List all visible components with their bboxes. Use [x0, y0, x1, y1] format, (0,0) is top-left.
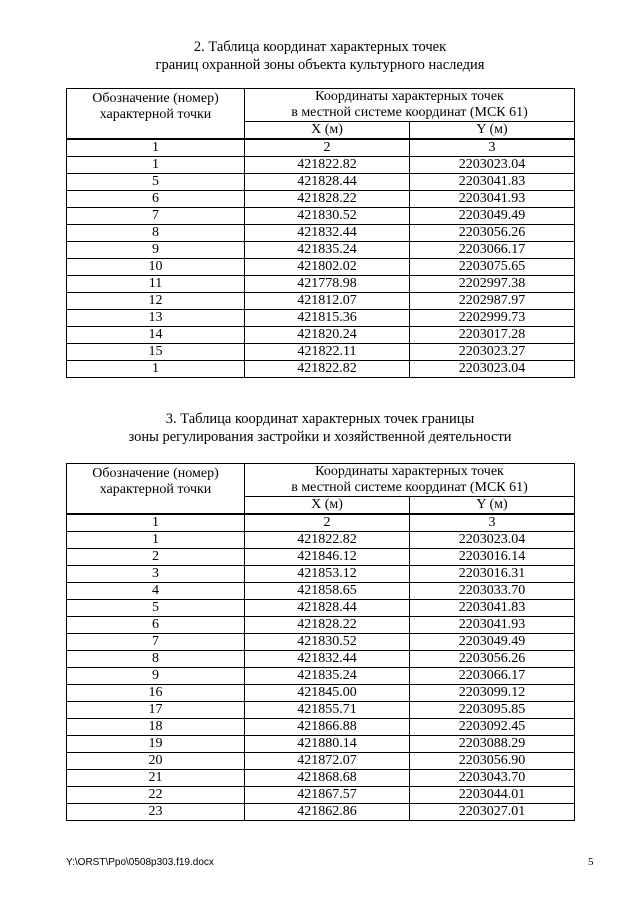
y-coordinate-cell: 2203016.14 [410, 549, 575, 566]
column-number: 2 [245, 514, 410, 532]
point-number-cell: 17 [67, 702, 245, 719]
x-coordinate-cell: 421862.86 [245, 804, 410, 821]
table-row [67, 804, 575, 821]
table-2-title-line-1: 2. Таблица координат характерных точек [193, 39, 447, 55]
header-coordinates-line-1: Координаты характерных точек [315, 464, 504, 479]
x-coordinate-cell: 421812.07 [245, 293, 410, 310]
table-2-title-line-2: границ охранной зоны объекта культурного наследия [155, 57, 485, 73]
x-coordinate-cell: 421845.00 [245, 685, 410, 702]
column-number-row [67, 139, 575, 157]
x-coordinate-cell: 421815.36 [245, 310, 410, 327]
y-coordinate-cell: 2203095.85 [410, 702, 575, 719]
point-number-cell: 8 [67, 651, 245, 668]
header-x: X (м) [245, 497, 410, 515]
x-coordinate-cell: 421822.11 [245, 344, 410, 361]
header-coordinates-line-2: в местной системе координат (МСК 61) [291, 480, 528, 495]
y-coordinate-cell: 2203023.04 [410, 532, 575, 549]
table-row [67, 174, 575, 191]
y-coordinate-cell: 2203088.29 [410, 736, 575, 753]
point-number-cell: 5 [67, 600, 245, 617]
x-coordinate-cell: 421835.24 [245, 668, 410, 685]
y-coordinate-cell: 2202999.73 [410, 310, 575, 327]
point-number-cell: 2 [67, 549, 245, 566]
x-coordinate-cell: 421846.12 [245, 549, 410, 566]
x-coordinate-cell: 421830.52 [245, 634, 410, 651]
point-number-cell: 3 [67, 566, 245, 583]
x-coordinate-cell: 421858.65 [245, 583, 410, 600]
x-coordinate-cell: 421872.07 [245, 753, 410, 770]
table-row [67, 719, 575, 736]
y-coordinate-cell: 2203066.17 [410, 242, 575, 259]
y-coordinate-cell: 2203056.26 [410, 651, 575, 668]
x-coordinate-cell: 421880.14 [245, 736, 410, 753]
table-row [67, 549, 575, 566]
y-coordinate-cell: 2203043.70 [410, 770, 575, 787]
table-header-row [67, 464, 575, 497]
y-coordinate-cell: 2203041.83 [410, 174, 575, 191]
header-coordinates-line-1: Координаты характерных точек [315, 89, 504, 104]
table-row [67, 634, 575, 651]
table-row [67, 157, 575, 174]
footer-file-path: Y:\ORST\Ppo\0508p303.f19.docx [66, 857, 214, 868]
point-number-cell: 8 [67, 225, 245, 242]
point-number-cell: 16 [67, 685, 245, 702]
point-number-cell: 7 [67, 634, 245, 651]
table-row [67, 327, 575, 344]
point-number-cell: 13 [67, 310, 245, 327]
point-number-cell: 14 [67, 327, 245, 344]
point-number-cell: 4 [67, 583, 245, 600]
table-row [67, 259, 575, 276]
x-coordinate-cell: 421822.82 [245, 361, 410, 378]
x-coordinate-cell: 421866.88 [245, 719, 410, 736]
header-coordinates [245, 89, 575, 122]
table-header-row [67, 89, 575, 122]
y-coordinate-cell: 2203041.83 [410, 600, 575, 617]
y-coordinate-cell: 2203017.28 [410, 327, 575, 344]
point-number-cell: 15 [67, 344, 245, 361]
table-row [67, 787, 575, 804]
table-row [67, 242, 575, 259]
point-number-cell: 9 [67, 668, 245, 685]
table-row [67, 685, 575, 702]
x-coordinate-cell: 421828.44 [245, 174, 410, 191]
table-3-title [0, 410, 640, 446]
point-number-cell: 12 [67, 293, 245, 310]
point-number-cell: 1 [67, 361, 245, 378]
header-coordinates-line-2: в местной системе координат (МСК 61) [291, 105, 528, 120]
x-coordinate-cell: 421867.57 [245, 787, 410, 804]
x-coordinate-cell: 421828.22 [245, 617, 410, 634]
y-coordinate-cell: 2203027.01 [410, 804, 575, 821]
table-3-title-line-2: зоны регулирования застройки и хозяйственной деятельности [128, 429, 512, 445]
table-row [67, 668, 575, 685]
point-number-cell: 6 [67, 191, 245, 208]
table-row [67, 651, 575, 668]
point-number-cell: 7 [67, 208, 245, 225]
table-row [67, 532, 575, 549]
y-coordinate-cell: 2202997.38 [410, 276, 575, 293]
point-number-cell: 5 [67, 174, 245, 191]
point-number-cell: 18 [67, 719, 245, 736]
y-coordinate-cell: 2203066.17 [410, 668, 575, 685]
table-3-title-line-1: 3. Таблица координат характерных точек границы [165, 411, 475, 427]
y-coordinate-cell: 2203033.70 [410, 583, 575, 600]
y-coordinate-cell: 2203049.49 [410, 208, 575, 225]
point-number-cell: 19 [67, 736, 245, 753]
table-row [67, 702, 575, 719]
table-row [67, 310, 575, 327]
point-number-cell: 21 [67, 770, 245, 787]
table-row [67, 736, 575, 753]
y-coordinate-cell: 2203092.45 [410, 719, 575, 736]
table-row [67, 225, 575, 242]
column-number: 2 [245, 139, 410, 157]
y-coordinate-cell: 2203016.31 [410, 566, 575, 583]
x-coordinate-cell: 421778.98 [245, 276, 410, 293]
point-number-cell: 1 [67, 157, 245, 174]
y-coordinate-cell: 2203044.01 [410, 787, 575, 804]
column-number-row [67, 514, 575, 532]
table-row [67, 208, 575, 225]
point-number-cell: 10 [67, 259, 245, 276]
table-2-title [0, 38, 640, 74]
x-coordinate-cell: 421830.52 [245, 208, 410, 225]
x-coordinate-cell: 421853.12 [245, 566, 410, 583]
footer-page-number: 5 [588, 856, 594, 868]
y-coordinate-cell: 2202987.97 [410, 293, 575, 310]
point-number-cell: 11 [67, 276, 245, 293]
column-number: 1 [67, 139, 245, 157]
column-number: 1 [67, 514, 245, 532]
x-coordinate-cell: 421868.68 [245, 770, 410, 787]
table-row [67, 770, 575, 787]
header-y: Y (м) [410, 122, 575, 140]
y-coordinate-cell: 2203075.65 [410, 259, 575, 276]
coordinates-table-3 [66, 463, 575, 821]
x-coordinate-cell: 421802.02 [245, 259, 410, 276]
table-row [67, 583, 575, 600]
table-row [67, 566, 575, 583]
point-number-cell: 1 [67, 532, 245, 549]
table-row [67, 617, 575, 634]
coordinates-table-2 [66, 88, 575, 378]
y-coordinate-cell: 2203099.12 [410, 685, 575, 702]
x-coordinate-cell: 421832.44 [245, 225, 410, 242]
header-y: Y (м) [410, 497, 575, 515]
table-row [67, 344, 575, 361]
y-coordinate-cell: 2203049.49 [410, 634, 575, 651]
table-row [67, 276, 575, 293]
point-number-cell: 6 [67, 617, 245, 634]
x-coordinate-cell: 421822.82 [245, 157, 410, 174]
x-coordinate-cell: 421855.71 [245, 702, 410, 719]
column-number: 3 [410, 514, 575, 532]
header-point-designation: Обозначение (номер) характерной точки [67, 89, 245, 140]
table-row [67, 361, 575, 378]
header-x: X (м) [245, 122, 410, 140]
header-coordinates [245, 464, 575, 497]
table-row [67, 600, 575, 617]
y-coordinate-cell: 2203023.04 [410, 361, 575, 378]
x-coordinate-cell: 421822.82 [245, 532, 410, 549]
y-coordinate-cell: 2203056.26 [410, 225, 575, 242]
x-coordinate-cell: 421820.24 [245, 327, 410, 344]
x-coordinate-cell: 421835.24 [245, 242, 410, 259]
x-coordinate-cell: 421832.44 [245, 651, 410, 668]
table-row [67, 753, 575, 770]
y-coordinate-cell: 2203041.93 [410, 191, 575, 208]
point-number-cell: 22 [67, 787, 245, 804]
y-coordinate-cell: 2203023.27 [410, 344, 575, 361]
table-row [67, 191, 575, 208]
point-number-cell: 23 [67, 804, 245, 821]
point-number-cell: 9 [67, 242, 245, 259]
column-number: 3 [410, 139, 575, 157]
table-row [67, 293, 575, 310]
x-coordinate-cell: 421828.44 [245, 600, 410, 617]
y-coordinate-cell: 2203041.93 [410, 617, 575, 634]
x-coordinate-cell: 421828.22 [245, 191, 410, 208]
header-point-designation: Обозначение (номер) характерной точки [67, 464, 245, 515]
y-coordinate-cell: 2203056.90 [410, 753, 575, 770]
y-coordinate-cell: 2203023.04 [410, 157, 575, 174]
point-number-cell: 20 [67, 753, 245, 770]
